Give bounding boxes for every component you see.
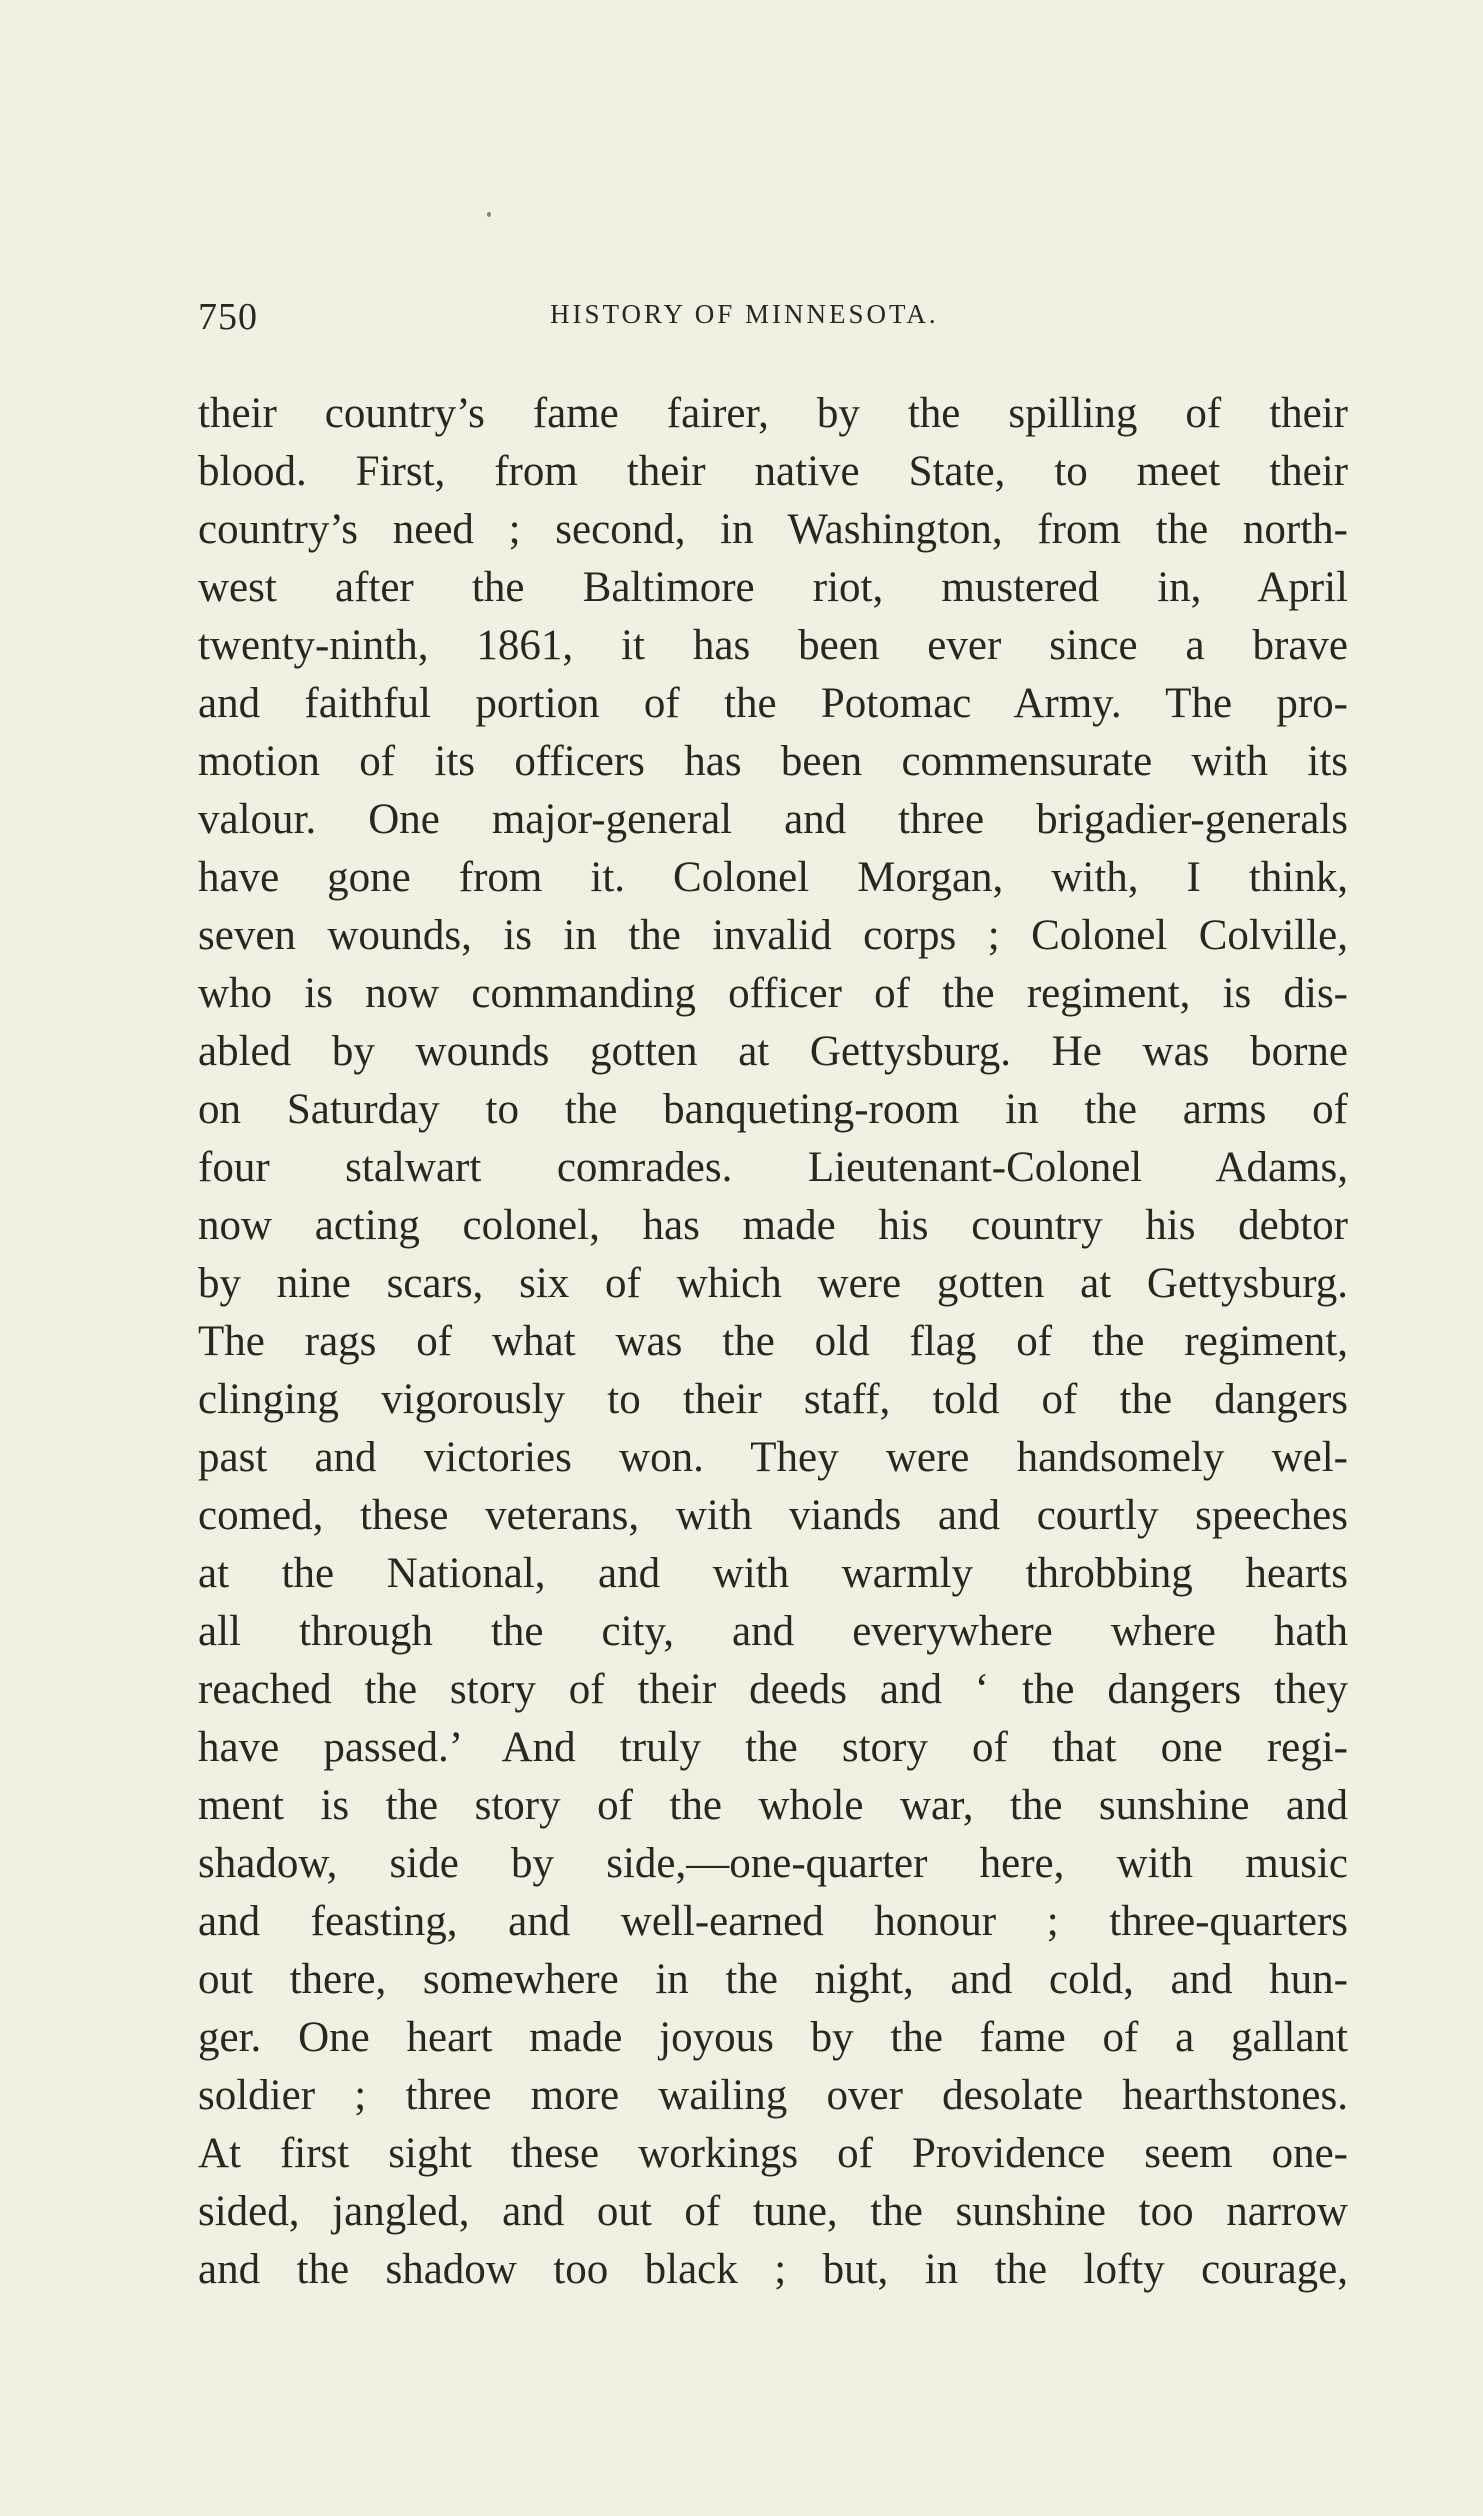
text-line: have passed.’ And truly the story of that one regi- xyxy=(198,1724,1348,1771)
text-line: and feasting, and well-earned honour ; three-quarters xyxy=(198,1898,1348,1945)
text-line: blood. First, from their native State, to meet their xyxy=(198,448,1348,495)
text-line: comed, these veterans, with viands and courtly speeches xyxy=(198,1492,1348,1539)
text-line: now acting colonel, has made his country his debtor xyxy=(198,1202,1348,1249)
text-line: reached the story of their deeds and ‘ the dangers they xyxy=(198,1666,1348,1713)
running-head xyxy=(198,295,1333,345)
text-line: twenty-ninth, 1861, it has been ever since a brave xyxy=(198,622,1348,669)
text-line: valour. One major-general and three brigadier-generals xyxy=(198,796,1348,843)
text-line: past and victories won. They were handsomely wel- xyxy=(198,1434,1348,1481)
text-line: by nine scars, six of which were gotten at Gettysburg. xyxy=(198,1260,1348,1307)
text-line: abled by wounds gotten at Gettysburg. He was borne xyxy=(198,1028,1348,1075)
text-line: and faithful portion of the Potomac Army. The pro- xyxy=(198,680,1348,727)
text-line: and the shadow too black ; but, in the lofty courage, xyxy=(198,2246,1348,2293)
text-line: soldier ; three more wailing over desolate hearthstones. xyxy=(198,2072,1348,2119)
text-line: ment is the story of the whole war, the sunshine and xyxy=(198,1782,1348,1829)
text-line: west after the Baltimore riot, mustered in, April xyxy=(198,564,1348,611)
text-line: who is now commanding officer of the regiment, is dis- xyxy=(198,970,1348,1017)
text-line: have gone from it. Colonel Morgan, with, I think, xyxy=(198,854,1348,901)
text-line: at the National, and with warmly throbbing hearts xyxy=(198,1550,1348,1597)
page-number: 750 xyxy=(198,296,258,338)
text-line: At first sight these workings of Providence seem one- xyxy=(198,2130,1348,2177)
text-line: sided, jangled, and out of tune, the sunshine too narrow xyxy=(198,2188,1348,2235)
text-line: on Saturday to the banqueting-room in the arms of xyxy=(198,1086,1348,1133)
text-line: seven wounds, is in the invalid corps ; Colonel Colville, xyxy=(198,912,1348,959)
text-line: clinging vigorously to their staff, told of the dangers xyxy=(198,1376,1348,1423)
text-line: all through the city, and everywhere where hath xyxy=(198,1608,1348,1655)
text-line: country’s need ; second, in Washington, from the north- xyxy=(198,506,1348,553)
running-title: HISTORY OF MINNESOTA. xyxy=(550,299,939,329)
text-line: their country’s fame fairer, by the spilling of their xyxy=(198,390,1348,437)
text-line: ger. One heart made joyous by the fame of a gallant xyxy=(198,2014,1348,2061)
text-line: four stalwart comrades. Lieutenant-Colonel Adams, xyxy=(198,1144,1348,1191)
text-line: motion of its officers has been commensurate with its xyxy=(198,738,1348,785)
text-line: out there, somewhere in the night, and cold, and hun- xyxy=(198,1956,1348,2003)
text-line: The rags of what was the old flag of the regiment, xyxy=(198,1318,1348,1365)
text-line: shadow, side by side,—one-quarter here, with music xyxy=(198,1840,1348,1887)
body-text xyxy=(198,385,1348,2299)
paper-speck xyxy=(487,212,491,217)
